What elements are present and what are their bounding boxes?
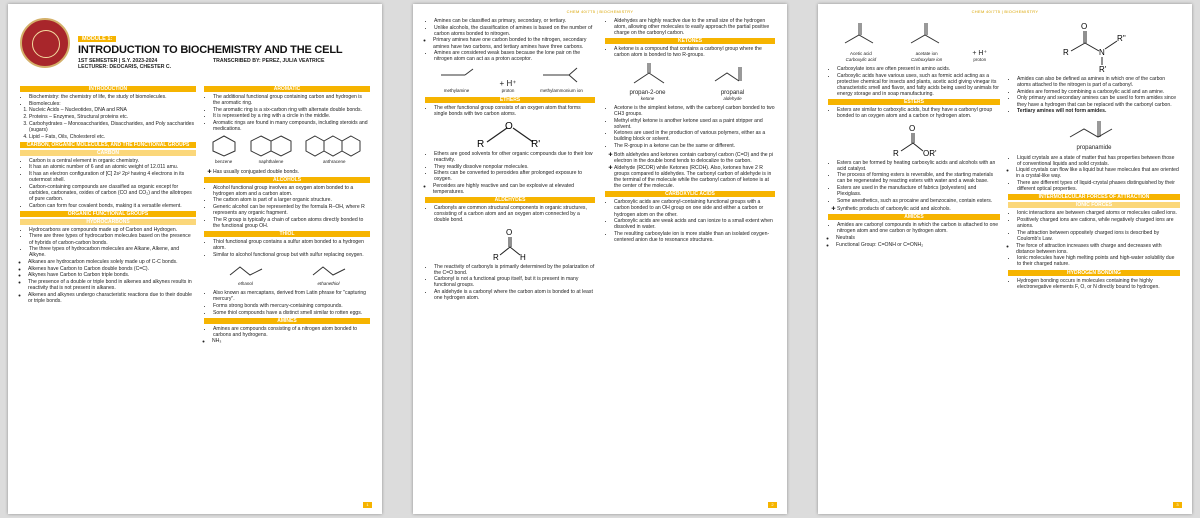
propanamide-figure (1008, 117, 1180, 151)
list-item: • Generic alcohol can be represented by the formula R–OH, where R represents any organic fragment. (213, 204, 370, 216)
acetic-acid-structure (841, 21, 881, 63)
list-item: ◦ Alkanes are hydrocarbon molecules solely made up of C-C bonds. (28, 259, 196, 265)
ester-figure (828, 123, 1000, 157)
naphthalene-structure (250, 135, 292, 165)
svg-text:N: N (1099, 48, 1105, 57)
aldehyde-figure (425, 227, 595, 261)
amide-structure (1059, 21, 1129, 73)
list-item: • Ionic interactions are between charged atoms or molecules called ions. (1017, 210, 1180, 216)
svg-text:O: O (909, 123, 916, 133)
list-item: • Tertiary amines will not form amides. (1017, 108, 1180, 114)
list-item: ✚ Has usually conjugated double bonds. (213, 169, 370, 175)
figure-label: anthracene (323, 159, 346, 165)
list-item: • Carboxylate ions are often present in amino acids. (837, 66, 1000, 72)
section-heading: HYDROGEN BONDING (1008, 270, 1180, 276)
section-heading: INTERMOLECULAR FORCES OF ATTRACTION (1008, 194, 1180, 200)
svg-text:R': R' (1099, 65, 1107, 73)
list-item: • Ionic molecules have high melting points and high-water solubility due to their charged nature. (1017, 255, 1180, 267)
lecture-meta (78, 58, 171, 70)
carboxylic-acid-figure (828, 21, 1000, 63)
list-item: • There are three types of hydrocarbon molecules based on the presence of hybrids of carbon-carbon bonds. (29, 233, 196, 245)
figure-label: proton (973, 57, 987, 63)
section-heading: KETONES (605, 38, 775, 44)
proton-structure: + H⁺ proton (499, 79, 517, 93)
list-item: ◦ Neutrals (836, 235, 1000, 241)
list-item: • Ethers are good solvents for other organic compounds due to their low reactivity. (434, 151, 595, 163)
svg-text:O: O (1081, 22, 1088, 31)
benzene-structure (211, 135, 237, 165)
list-item: ✚ Synthetic products of carboxylic acid and alcohols. (837, 206, 1000, 212)
list-item: • Ethers can be converted to peroxides after prolonged exposure to oxygen. (434, 170, 595, 182)
section-heading: CARBON, ORGANIC MOLECULES, AND THE FUNCTIONAL GROUPS (20, 142, 196, 148)
list-item: • Amides can also be defined as amines in which one of the carbon atoms attached to the nitrogen is part of a carbonyl. (1017, 76, 1180, 88)
figure-caption: ketone (640, 95, 655, 101)
section-heading: INTRODUCTION (20, 86, 196, 92)
figure-label: propanal (720, 89, 745, 96)
section-heading: ETHERS (425, 97, 595, 103)
svg-text:R: R (477, 138, 485, 148)
list-item: • The process of forming esters is reversible, and the starting materials can be regenerated by reacting esters with water and a weak base. (837, 172, 1000, 184)
p2-left-column (425, 18, 595, 302)
list-item: • Similar to alcohol functional group but with sulfur replacing oxygen. (213, 252, 370, 258)
list-item: • The R-group in a ketone can be the same or different. (614, 143, 775, 149)
semester-text: 1ST SEMESTER | S.Y. 2023-2024 (78, 58, 158, 64)
list-item: • Positively charged ions are cations, while negatively charged ions are anions. (1017, 217, 1180, 229)
list-item: • Biochemistry: the chemistry of life, the study of biomolecules. (29, 94, 196, 100)
list-item: • Esters are similar to carboxylic acids, but they have a carbonyl group bonded to an oxygen atom and a carbon or hydrogen atom. (837, 107, 1000, 119)
list-item: • Carboxylic acids are carbonyl-containing functional groups with a carbon bonded to an OH group on one side and either a carbon or hydrogen atom on the other. (614, 199, 775, 217)
list-item: • Amines are considered weak bases because the lone pair on the nitrogen atom can act as a proton acceptor. (434, 50, 595, 62)
list-item: ◦ The presence of a double or triple bond in alkenes and alkynes results in reactivity that is not present in alkanes. (28, 279, 196, 291)
figure-label: acetate ion (915, 51, 938, 57)
list-item: • The three types of hydrocarbon molecules are Alkane, Alkene, and Alkyne. (29, 246, 196, 258)
svg-text:O: O (506, 227, 513, 237)
figure-caption: Carboxylate ion (910, 57, 943, 63)
list-item: ✚ Aldehyde (RCOR) while Ketones (RCOH). Also, ketones have 2 R groups compared to aldehydes. The carbonyl carbon of aldehyde is in the terminal of the molecule while the carbonyl carbon of ketone is at the center of the molecule. (614, 165, 775, 189)
list-item: • Carbon is a central element in organic chemistry. (29, 158, 196, 164)
thiol-figure (204, 261, 370, 287)
list-item: • Carbon can form four covalent bonds, making it a versatile element. (29, 203, 196, 209)
module-tag: MODULE 1: (78, 36, 116, 42)
subsection-heading: CARBON (20, 150, 196, 156)
list-item: • Also known as mercaptans, derived from Latin phrase for "capturing mercury". (213, 290, 370, 302)
amine-reaction-figure (425, 65, 595, 93)
running-header: CHEM 40/7T5 | BIOCHEMISTRY (566, 9, 634, 14)
anthracene-structure (305, 135, 363, 165)
list-item: • Biomolecules: (29, 101, 196, 107)
running-header: CHEM 40/7T5 | BIOCHEMISTRY (971, 9, 1039, 14)
section-heading: AMIDES (828, 214, 1000, 220)
list-item: • Alcohol functional group involves an oxygen atom bonded to a hydrogen atom and a carbon atom. (213, 185, 370, 197)
list-item: ◦ Alkenes and alkynes undergo characteristic reactions due to their double or triple bonds. (28, 292, 196, 304)
list-item: • Hydrogen bonding occurs in molecules containing the highly electronegative elements F, O, or N directly bound to hydrogen. (1017, 278, 1180, 290)
list-item: • Only primary and secondary amines can be used to form amides since they have a hydrogen that can be replaced with the carbonyl carbon. (1017, 95, 1180, 107)
p3-left-column (828, 18, 1000, 248)
list-item: ◦ Peroxides are highly reactive and can be explosive at elevated temperatures. (433, 183, 595, 195)
list-item: • The attraction between oppositely charged ions is described by Coulomb's Law. (1017, 230, 1180, 242)
list-item: ◦ NH₃ (212, 338, 370, 344)
page-3 (818, 4, 1192, 514)
page-number: 3 (1173, 502, 1182, 508)
list-item: • Thiol functional group contains a sulfur atom bonded to a hydrogen atom. (213, 239, 370, 251)
list-item: ◦ Functional Group: C=ONH or C=ONH₂ (836, 242, 1000, 248)
section-heading: THIOL (204, 231, 370, 237)
list-item: • Esters can be formed by heating carboxylic acids and alcohols with an acid catalyst. (837, 160, 1000, 172)
list-item: ◦ Alkenes have Carbon to Carbon double bonds (C=C). (28, 266, 196, 272)
ethanethiol-structure (309, 261, 349, 287)
list-item: • The additional functional group containing carbon and hydrogen is the aromatic ring. (213, 94, 370, 106)
figure-label: naphthalene (258, 159, 284, 165)
list-item: • Some thiol compounds have a distinct smell similar to rotten eggs. (213, 310, 370, 316)
list-item: • Carboxylic acids have various uses, such as formic acid acting as a protective chemical for insects and plants, acetic acid giving vinegar its characteristic smell and flavor, and fatty acids being used by animals for energy storage and in soap manufacturing. (837, 73, 1000, 97)
acetate-ion-structure (907, 21, 947, 63)
university-seal-logo (20, 18, 70, 68)
list-item: • They readily dissolve nonpolar molecules. (434, 164, 595, 170)
figure-label: ethanethiol (317, 281, 340, 287)
amide-figure (1008, 21, 1180, 73)
propanamide-structure (1066, 117, 1122, 151)
list-item: • It is represented by a ring with a circle in the middle. (213, 113, 370, 119)
p3-right-column (1008, 18, 1180, 290)
svg-text:OR': OR' (923, 148, 937, 157)
list-item: ◦ Primary amines have one carbon bonded to the nitrogen, secondary amines have two carbons, and tertiary amines have three carbons. (433, 37, 595, 49)
aromatic-figure (204, 135, 370, 165)
list-item: • There are different types of liquid-crystal phases distinguished by their different optical properties. (1017, 180, 1180, 192)
list-item: • It has an electron configuration of [C] 2s² 2p² having 4 electrons in its outermost shell. (29, 171, 196, 183)
list-item: • Amides are carbonyl compounds in which the carbon is attached to one nitrogen atom and one carbon or hydrogen atom. (837, 222, 1000, 234)
list-item: 2. Proteins – Enzymes, Structural proteins etc. (29, 114, 196, 120)
list-item: • Methyl ethyl ketone is another ketone used as a paint stripper and solvent. (614, 118, 775, 130)
section-heading: ESTERS (828, 99, 1000, 105)
figure-label: propanamide (1076, 145, 1112, 152)
figure-label: ethanol (238, 281, 253, 287)
list-item: • The carbon atom is part of a larger organic structure. (213, 197, 370, 203)
methylamine-structure (437, 65, 477, 93)
ether-structure (475, 120, 545, 148)
list-item: 3. Carbohydrates – Monosaccharides, Disaccharides, and Poly saccharides (sugars) (29, 121, 196, 133)
list-item: • Forms strong bonds with mercury-containing compounds. (213, 303, 370, 309)
list-item: • Amides are formed by combining a carboxylic acid and an amine. (1017, 89, 1180, 95)
list-item: ✚ Both aldehydes and ketones contain carbonyl carbon (C=O) and the pi electron in the double bond tends to delocalize to the carbon. (614, 152, 775, 164)
propanal-structure (711, 61, 755, 101)
svg-text:H: H (520, 252, 526, 261)
p2-right-column (605, 18, 775, 244)
figure-caption: aldehyde (723, 95, 742, 101)
propanone-structure (626, 61, 670, 101)
list-item: • An aldehyde is a carbonyl where the carbon atom is bonded to at least one hydrogen atom. (434, 289, 595, 301)
list-item: • The R group is typically a chain of carbon atoms directly bonded to the functional group OH. (213, 217, 370, 229)
methylammonium-structure (539, 65, 583, 93)
list-item: • Amines can be classified as primary, secondary, or tertiary. (434, 18, 595, 24)
page-number: 2 (768, 502, 777, 508)
list-item: ◦ The force of attraction increases with charge and decreases with distance between ions. (1016, 243, 1180, 255)
list-item: • Aldehydes are highly reactive due to the small size of the hydrogen atom, allowing other molecules to easily approach the partial positive charge on the carbonyl carbon. (614, 18, 775, 36)
proton-structure: + H⁺ proton (972, 50, 988, 63)
list-item: ◦ Liquid crystals can flow like a liquid but have molecules that are oriented in a crystal-like way. (1016, 167, 1180, 179)
section-heading: AROMATIC (204, 86, 370, 92)
svg-text:R: R (893, 148, 899, 157)
section-heading: AMINES (204, 318, 370, 324)
ester-structure (889, 123, 939, 157)
list-item: • Carbonyl is not a functional group itself, but it is present in many functional groups. (434, 276, 595, 288)
section-heading: ALDEHYDES (425, 197, 595, 203)
svg-text:R: R (493, 252, 499, 261)
page-number: 1 (363, 502, 372, 508)
list-item: • Unlike alcohols, the classification of amines is based on the number of carbon atoms bonded to nitrogen. (434, 25, 595, 37)
list-item: • The resulting carboxylate ion is more stable than an isolated oxygen-centered anion due to resonance structures. (614, 231, 775, 243)
page-title: INTRODUCTION TO BIOCHEMISTRY AND THE CELL (78, 44, 343, 56)
list-item: • Some anesthetics, such as procaine and benzocaine, contain esters. (837, 198, 1000, 204)
figure-label: proton (501, 87, 515, 93)
page-1 (8, 4, 382, 514)
list-item: • Amines are compounds consisting of a nitrogen atom bonded to carbons and hydrogens. (213, 326, 370, 338)
subsection-heading: IONIC FORCES (1008, 202, 1180, 208)
figure-label: benzene (215, 159, 233, 165)
section-heading: ORGANIC FUNCTIONAL GROUPS (20, 211, 196, 217)
ketone-figure (605, 61, 775, 101)
list-item: • Carbon-containing compounds are classified as organic except for carbides, carbonates, oxides of carbon (CO and CO₂) and the allotropes of pure carbon. (29, 184, 196, 202)
section-heading: CARBOXYLIC ACIDS (605, 191, 775, 197)
list-item: • Carbonyls are common structural components in organic structures, consisting of a carbon atom and an oxygen atom connected by a double bond. (434, 205, 595, 223)
lecturer-text: LECTURER: DEOCARIS, CHESTER C. (78, 64, 172, 70)
aldehyde-structure (490, 227, 530, 261)
subsection-heading: HYDROCARBONS (20, 219, 196, 225)
list-item: • The reactivity of carbonyls is primarily determined by the polarization of the C=O bond. (434, 264, 595, 276)
figure-label: propan-2-one (629, 89, 666, 96)
list-item: • Carboxylic acids are weak acids and can ionize to a small extent when dissolved in water. (614, 218, 775, 230)
list-item: • The aromatic ring is a six-carbon ring with alternate double bonds. (213, 107, 370, 113)
transcriber-text: TRANSCRIBED BY: PEREZ, JULIA VEATRICE (213, 58, 325, 64)
figure-label: methylammonium ion (540, 87, 583, 93)
svg-text:O: O (505, 120, 513, 132)
list-item: • Hydrocarbons are compounds made up of Carbon and Hydrogen. (29, 227, 196, 233)
list-item: • A ketone is a compound that contains a carbonyl group where the carbon atom is bonded to two R-groups. (614, 46, 775, 58)
list-item: • Aromatic rings are found in many compounds, including steroids and medications. (213, 120, 370, 132)
p1-left-column (20, 84, 196, 305)
figure-label: methylamine (443, 87, 470, 93)
svg-text:R'': R'' (1117, 34, 1126, 43)
list-item: • Ketones are used in the production of various polymers, either as a building block or solvent. (614, 130, 775, 142)
figure-caption: Carboxylic acid (845, 57, 877, 63)
section-heading: ALCOHOLS (204, 177, 370, 183)
list-item: • Acetone is the simplest ketone, with the carbonyl carbon bonded to two CH3 groups. (614, 105, 775, 117)
list-item: 4. Lipid – Fats, Oils, Cholesterol etc. (29, 134, 196, 140)
list-item: • It has an atomic number of 6 and an atomic weight of 12.011 amu. (29, 164, 196, 170)
svg-text:R: R (1063, 48, 1069, 57)
ethanol-structure (226, 261, 266, 287)
svg-text:R': R' (531, 138, 541, 148)
page-2 (413, 4, 787, 514)
list-item: • The ether functional group consists of an oxygen atom that forms single bonds with two carbon atoms. (434, 105, 595, 117)
p1-right-column (204, 84, 370, 345)
list-item: • Liquid crystals are a state of matter that has properties between those of conventional liquids and solid crystals. (1017, 155, 1180, 167)
list-item: ◦ Alkynes have Carbon to Carbon triple bonds. (28, 272, 196, 278)
list-item: • Esters are used in the manufacture of fabrics (polyesters) and Plexiglass. (837, 185, 1000, 197)
ether-figure (425, 120, 595, 148)
figure-label: Acetic acid (849, 51, 872, 57)
list-item: 1. Nucleic Acids – Nucleotides, DNA and RNA (29, 107, 196, 113)
